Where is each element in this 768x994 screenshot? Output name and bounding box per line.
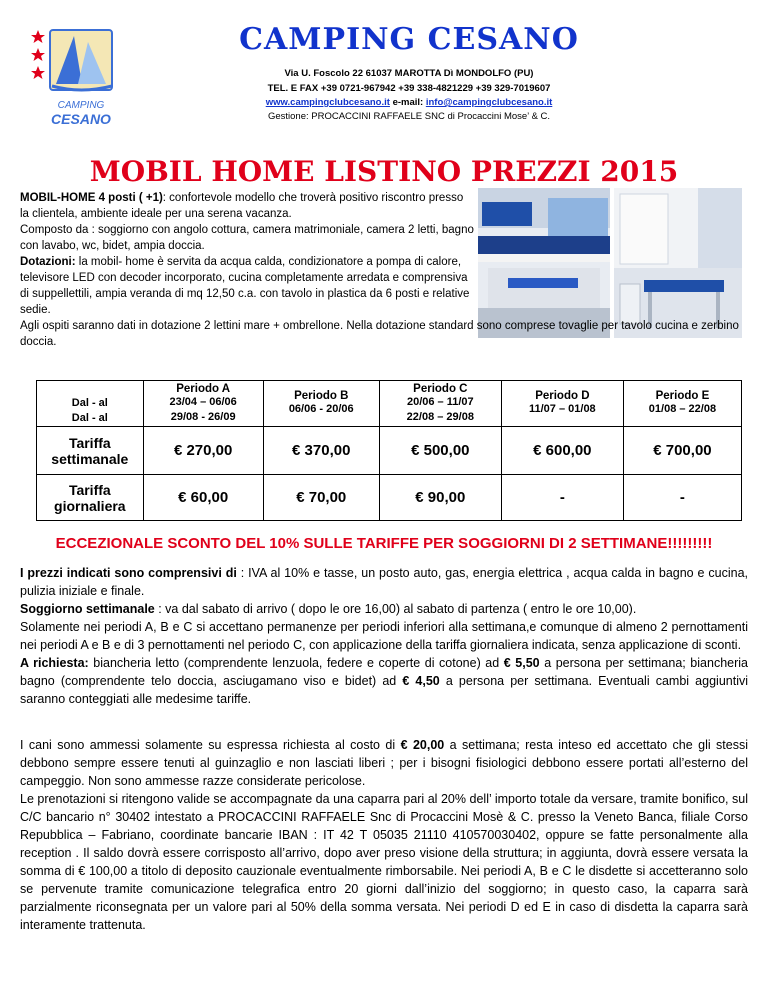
weekly-rate-label: Tariffa settimanale — [37, 427, 144, 475]
intro-section — [20, 190, 740, 350]
daily-rate-a: € 60,00 — [143, 475, 263, 521]
period-e-cell: Periodo E 01/08 – 22/08 — [623, 381, 741, 427]
booking-policy: Le prenotazioni si ritengono valide se accompagnate da una caparra pari al 20% dell’ importo totale da versare, tramite bonifico, sul C/C bancario n° 30402 intestato a PROCACCINI RAFFAELE Snc di Procaccini Mosè & C. presso la Veneto Banca, filiale Corso Repubblica – Fabriano, coordinate bancarie IBAN : IT 42 T 05035 21110 410570030402, oppure se fatte personalmente alla reception . Il saldo dovrà essere corrisposto all’arrivo, dopo aver preso visione della struttura; in aggiunta, dovrà essere versata la somma di € 100,00 a titolo di deposito cauzionale eventualmente rimborsabile. Nei periodi A, B e C le disdette si accetteranno solo se pervenute tramite comunicazione telegrafica entro 20 giorni dall’inizio del soggiorno; in questo caso, la caparra sarà parzialmente riconsegnata per un valore pari al 50% della somma versata. Nei periodi D ed E in caso di disdetta la caparra sarà interamente trattenuta. — [20, 792, 748, 932]
short-stay-note: Solamente nei periodi A, B e C si accettano permanenze per periodi inferiori alla settimana,e comunque di almeno 2 pernottamenti nei periodi A e B e di 3 pernottamenti nel periodo C, con applicazione della tariffa giornaliera indicata, senza applicazione di sconti. — [20, 620, 748, 652]
camping-cesano-logo — [26, 22, 118, 130]
bed-linen-price: € 5,50 — [503, 656, 540, 670]
daily-rate-c: € 90,00 — [379, 475, 501, 521]
period-header-row — [37, 381, 742, 427]
phone-fax: TEL. E FAX +39 0721-967942 +39 338-4821229 +39 329-7019607 — [267, 83, 551, 94]
weekly-stay-note — [20, 600, 748, 618]
daily-rate-b: € 70,00 — [263, 475, 379, 521]
svg-text:CESANO: CESANO — [51, 111, 111, 127]
email-link[interactable]: info@campingclubcesano.it — [425, 97, 553, 108]
intro-lead-rest: : confortevole modello che troverà positivo riscontro presso la clientela, ambiente ideale per una serena vacanza. — [20, 192, 464, 220]
intro-composition: Composto da : soggiorno con angolo cottura, camera matrimoniale, camera 2 letti, bagno con lavabo, wc, bidet, ampia doccia. — [20, 224, 474, 252]
daily-rate-e: - — [623, 475, 741, 521]
management: Gestione: PROCACCINI RAFFAELE SNC di Procaccini Mose’ & C. — [267, 111, 551, 122]
dogs-booking-section — [20, 736, 748, 934]
period-c-cell: Periodo C 20/06 – 11/07 22/08 – 29/08 — [379, 381, 501, 427]
weekly-stay-rest: : va dal sabato di arrivo ( dopo le ore 16,00) al sabato di partenza ( entro le ore 10,00). — [154, 602, 637, 616]
daily-rate-label: Tariffa giornaliera — [37, 475, 144, 521]
daily-rate-d: - — [501, 475, 623, 521]
intro-dotazioni — [20, 254, 475, 318]
weekly-rate-row — [37, 427, 742, 475]
included-rest: : IVA al 10% e tasse, un posto auto, gas, energia elettrica , acqua calda in bagno e cucina, pulizia iniziale e finale. — [20, 566, 748, 598]
email-label: e-mail: — [392, 97, 424, 108]
intro-lead-bold: MOBIL-HOME 4 posti ( +1) — [20, 192, 163, 204]
red-star-icon — [31, 66, 45, 79]
address: Via U. Foscolo 22 61037 MAROTTA Dì MONDOLFO (PU) — [284, 68, 534, 79]
weekly-rate-a: € 270,00 — [143, 427, 263, 475]
weekly-rate-b: € 370,00 — [263, 427, 379, 475]
intro-extras: Agli ospiti saranno dati in dotazione 2 lettini mare + ombrellone. Nella dotazione standard sono comprese tovaglie per tavolo cucina e zerbino doccia. — [20, 320, 739, 348]
daily-rate-row — [37, 475, 742, 521]
dotazioni-bold: Dotazioni: — [20, 256, 76, 268]
dog-price: € 20,00 — [400, 738, 445, 752]
intro-lead — [20, 190, 475, 222]
included-bold: I prezzi indicati sono comprensivi di — [20, 566, 237, 580]
dogs-policy: I cani sono ammessi solamente su espressa richiesta al costo di € 20,00 a settimana; resta inteso ed accettato che gli stessi debbono sempre essere tenuti al guinzaglio e non lasciati liberi ; per i bisogni fisiologici debbono essere portati all’esterno del campeggio. Non sono ammesse razze considerate pericolose. — [20, 738, 748, 788]
weekly-rate-c: € 500,00 — [379, 427, 501, 475]
on-request-note: A richiesta: biancheria letto (comprendente lenzuola, federe e coperte di cotone) ad € 5,50 a persona per settimana; biancheria bagno (comprendente telo doccia, asciugamano viso e bidet) ad € 4,50 a persona per settimana. Eventuali cambi aggiuntivi saranno conteggiati alle medesime tariffe. — [20, 656, 748, 706]
weekly-stay-bold: Soggiorno settimanale — [20, 602, 155, 616]
dotazioni-rest: la mobil- home è servita da acqua calda, condizionatore a pompa di calore, televisore LED con decoder incorporato, cucina completamente arredata e comprensiva di suppellettili, ampia veranda di mq 12,50 c.a. con tavolo in plastica da 6 posti e relative sedie. — [20, 256, 470, 316]
conditions-section — [20, 564, 748, 708]
discount-banner: ECCEZIONALE SCONTO DEL 10% SULLE TARIFFE PER SOGGIORNI DI 2 SETTIMANE!!!!!!!!! — [55, 535, 713, 552]
price-table — [36, 380, 742, 521]
period-a-cell: Periodo A 23/04 – 06/06 29/08 - 26/09 — [143, 381, 263, 427]
period-d-cell: Periodo D 11/07 – 01/08 — [501, 381, 623, 427]
period-b-cell: Periodo B 06/06 - 20/06 — [263, 381, 379, 427]
bath-linen-price: € 4,50 — [402, 674, 440, 688]
red-star-icon — [31, 48, 45, 61]
svg-text:CAMPING: CAMPING — [57, 100, 105, 111]
price-list-title: MOBIL HOME LISTINO PREZZI 2015 — [89, 155, 679, 188]
dal-al-cell: Dal - al Dal - al — [37, 381, 144, 427]
website-link[interactable]: www.campingclubcesano.it — [265, 97, 390, 108]
on-request-bold: A richiesta: — [20, 656, 89, 670]
included-note — [20, 564, 748, 600]
red-star-icon — [31, 30, 45, 43]
contacts — [184, 97, 634, 108]
weekly-rate-d: € 600,00 — [501, 427, 623, 475]
weekly-rate-e: € 700,00 — [623, 427, 741, 475]
brand-title: CAMPING CESANO — [239, 22, 579, 57]
